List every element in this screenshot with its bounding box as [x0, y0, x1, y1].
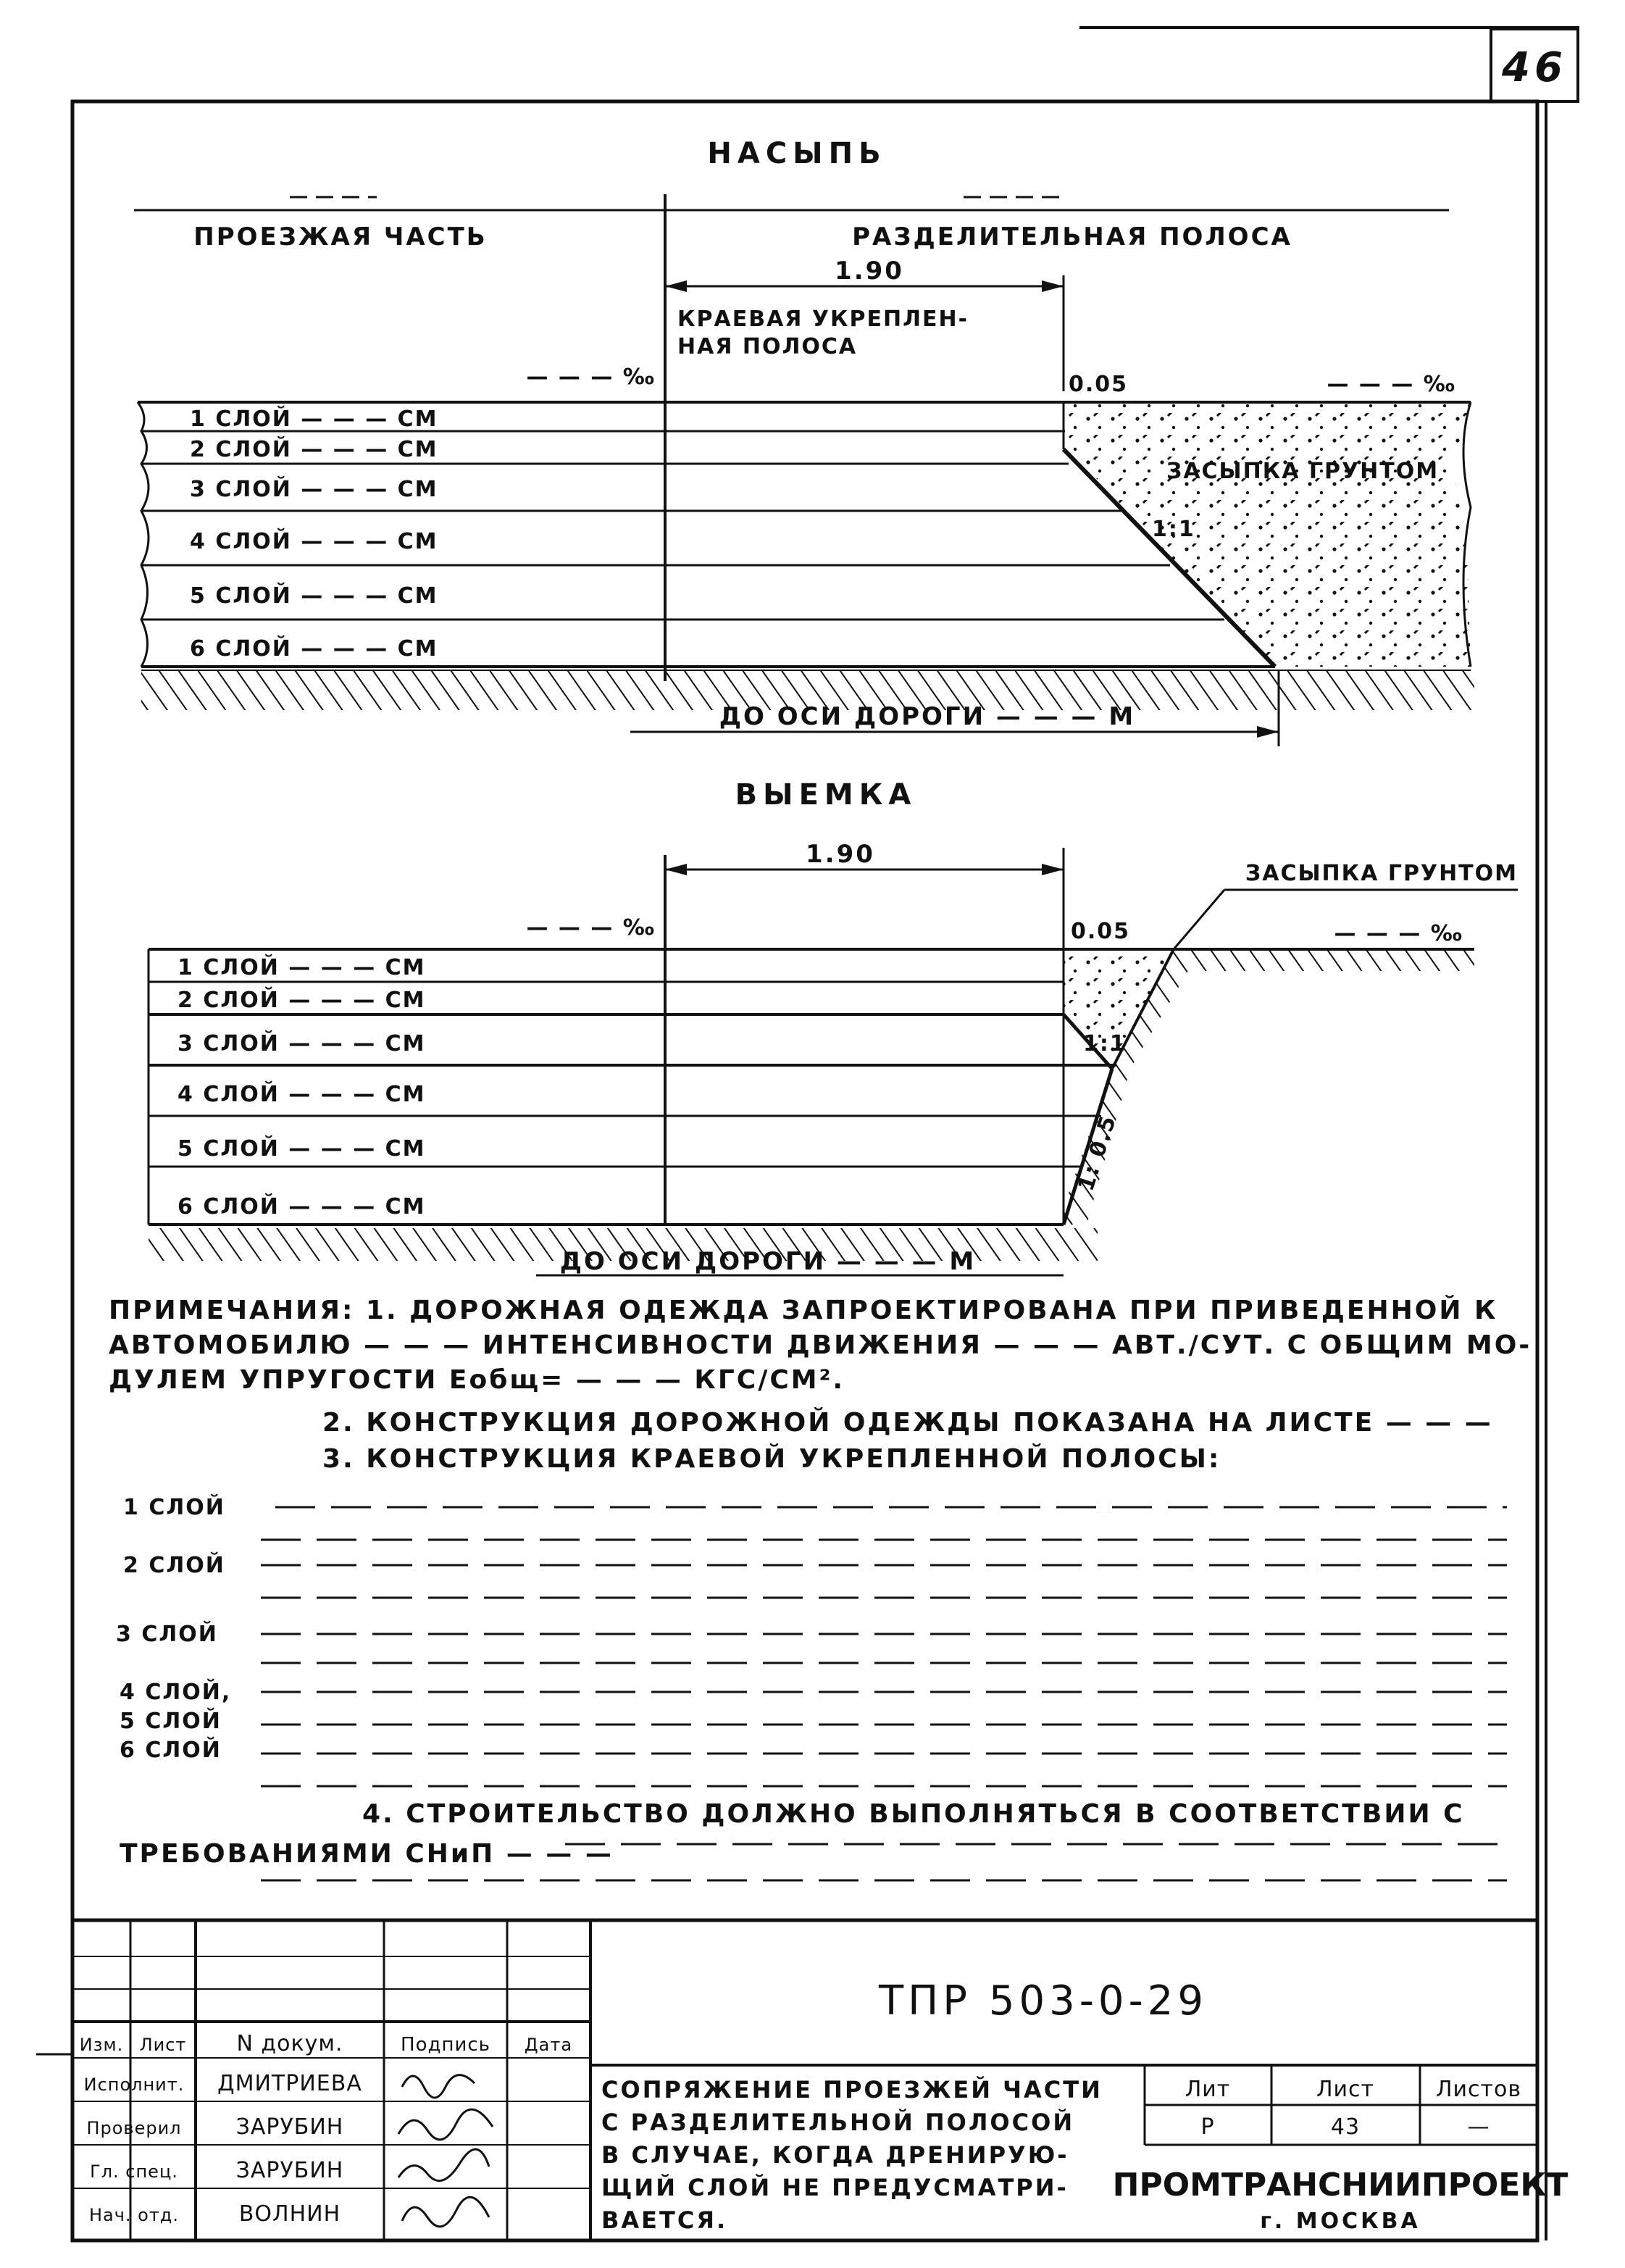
note-layer-2: 2 СЛОЙ — [123, 1553, 225, 1578]
embankment-section — [134, 137, 1474, 746]
name-2: ЗАРУБИН — [235, 2114, 344, 2140]
emb-to-axis: ДО ОСИ ДОРОГИ — — — М — [719, 702, 1136, 731]
signature-3 — [398, 2149, 489, 2180]
role-4: Нач. отд. — [88, 2205, 180, 2225]
hdr-date: Дата — [524, 2035, 573, 2055]
median-label: РАЗДЕЛИТЕЛЬНАЯ ПОЛОСА — [852, 222, 1292, 251]
note-line-4: 2. КОНСТРУКЦИЯ ДОРОЖНОЙ ОДЕЖДЫ ПОКАЗАНА НА ЛИСТЕ — — — — [322, 1408, 1493, 1438]
cut-layer-6: 6 СЛОЙ — — — СМ — [177, 1194, 426, 1220]
organization: ПРОМТРАНСНИИПРОЕКТ — [1112, 2167, 1568, 2204]
emb-layer-6: 6 СЛОЙ — — — СМ — [190, 636, 438, 662]
role-2: Проверил — [86, 2118, 182, 2138]
cutting-backfill-label: ЗАСЫПКА ГРУНТОМ — [1245, 861, 1518, 886]
offset-dim: 0.05 — [1069, 372, 1129, 397]
desc-3: В СЛУЧАЕ, КОГДА ДРЕНИРУЮ- — [601, 2141, 1069, 2169]
city: г. МОСКВА — [1260, 2209, 1421, 2234]
hdr-doc: N докум. — [236, 2031, 343, 2056]
emb-layer-4: 4 СЛОЙ — — — СМ — [190, 529, 438, 554]
cutting-section — [149, 778, 1518, 1276]
note-layer-3: 3 СЛОЙ — [116, 1622, 218, 1647]
cut-slope-ratio-2: 1: 0.5 — [1073, 1112, 1122, 1195]
shoulder-strip-label-1: КРАЕВАЯ УКРЕПЛЕН- — [677, 307, 969, 332]
slope-left: — — — ‰ — [526, 364, 656, 390]
lit-header: Лит — [1185, 2077, 1231, 2102]
shoulder-strip-label-2: НАЯ ПОЛОСА — [677, 334, 858, 359]
cutting-slope-right: — — — ‰ — [1334, 921, 1463, 946]
sheet-number-box — [1079, 28, 1579, 101]
slope-right: — — — ‰ — [1327, 372, 1456, 397]
emb-layer-3: 3 СЛОЙ — — — СМ — [190, 477, 438, 502]
name-1: ДМИТРИЕВА — [217, 2071, 362, 2096]
note-layer-5: 5 СЛОЙ — [120, 1709, 222, 1734]
note-line-3: ДУЛЕМ УПРУГОСТИ Eобщ= — — — КГС/СМ². — [109, 1365, 845, 1395]
role-1: Исполнит. — [83, 2075, 185, 2095]
cutting-offset-dim: 0.05 — [1071, 919, 1131, 944]
cut-layer-3: 3 СЛОЙ — — — СМ — [177, 1031, 426, 1056]
cutting-slope-left: — — — ‰ — [526, 915, 656, 941]
signature-1 — [402, 2075, 475, 2098]
cutting-width-dim: 1.90 — [806, 840, 875, 869]
hdr-sign: Подпись — [401, 2034, 490, 2056]
lit-value: Р — [1200, 2114, 1215, 2140]
carriageway-label: ПРОЕЗЖАЯ ЧАСТЬ — [193, 222, 488, 251]
note-layer-4: 4 СЛОЙ, — [120, 1680, 232, 1705]
hdr-izm: Изм. — [79, 2035, 124, 2055]
desc-5: ВАЕТСЯ. — [601, 2206, 728, 2234]
note-layer-1: 1 СЛОЙ — [123, 1495, 225, 1520]
emb-layer-2: 2 СЛОЙ — — — СМ — [190, 437, 438, 462]
note-line-1: ПРИМЕЧАНИЯ: 1. ДОРОЖНАЯ ОДЕЖДА ЗАПРОЕКТИРОВАНА ПРИ ПРИВЕДЕННОЙ К — [109, 1296, 1498, 1325]
doc-code: ТПР 503-0-29 — [878, 1977, 1208, 2025]
cut-layer-4: 4 СЛОЙ — — — СМ — [177, 1082, 426, 1107]
sheet-number: 46 — [1502, 44, 1567, 91]
cut-layer-1: 1 СЛОЙ — — — СМ — [177, 955, 426, 980]
note-line-6: 4. СТРОИТЕЛЬСТВО ДОЛЖНО ВЫПОЛНЯТЬСЯ В СООТВЕТСТВИИ С — [362, 1799, 1465, 1829]
note-line-5: 3. КОНСТРУКЦИЯ КРАЕВОЙ УКРЕПЛЕННОЙ ПОЛОСЫ: — [322, 1444, 1221, 1474]
embankment-width-dim: 1.90 — [835, 257, 904, 285]
signature-4 — [402, 2197, 489, 2227]
cut-slope-ratio-1: 1:1 — [1083, 1031, 1127, 1056]
emb-layer-5: 5 СЛОЙ — — — СМ — [190, 583, 438, 609]
note-line-7: ТРЕБОВАНИЯМИ СНиП — — — — [120, 1839, 614, 1869]
sheets-header: Листов — [1435, 2077, 1522, 2102]
backfill-label: ЗАСЫПКА ГРУНТОМ — [1166, 459, 1440, 484]
sheets-value: — — [1467, 2114, 1490, 2140]
cut-layer-2: 2 СЛОЙ — — — СМ — [177, 988, 426, 1013]
note-layer-6: 6 СЛОЙ — [120, 1738, 222, 1763]
desc-1: СОПРЯЖЕНИЕ ПРОЕЗЖЕЙ ЧАСТИ — [601, 2076, 1103, 2104]
desc-4: ЩИЙ СЛОЙ НЕ ПРЕДУСМАТРИ- — [601, 2174, 1069, 2201]
slope-ratio: 1:1 — [1152, 517, 1195, 542]
cutting-title: ВЫЕМКА — [735, 778, 917, 812]
name-4: ВОЛНИН — [238, 2201, 341, 2227]
embankment-title: НАСЫПЬ — [707, 137, 887, 170]
sheet-header: Лист — [1316, 2077, 1375, 2102]
cut-to-axis: ДО ОСИ ДОРОГИ — — — М — [559, 1247, 977, 1276]
note-line-2: АВТОМОБИЛЮ — — — ИНТЕНСИВНОСТИ ДВИЖЕНИЯ — — — АВТ./СУТ. С ОБЩИМ МО- — [109, 1330, 1532, 1360]
sheet-value: 43 — [1330, 2114, 1361, 2140]
signature-2 — [398, 2109, 493, 2140]
name-3: ЗАРУБИН — [235, 2158, 344, 2183]
role-3: Гл. спец. — [90, 2161, 178, 2182]
notes-block — [109, 1295, 1532, 1880]
hdr-list: Лист — [139, 2035, 187, 2055]
cut-layer-5: 5 СЛОЙ — — — СМ — [177, 1136, 426, 1162]
desc-2: С РАЗДЕЛИТЕЛЬНОЙ ПОЛОСОЙ — [601, 2109, 1075, 2136]
emb-layer-1: 1 СЛОЙ — — — СМ — [190, 407, 438, 432]
